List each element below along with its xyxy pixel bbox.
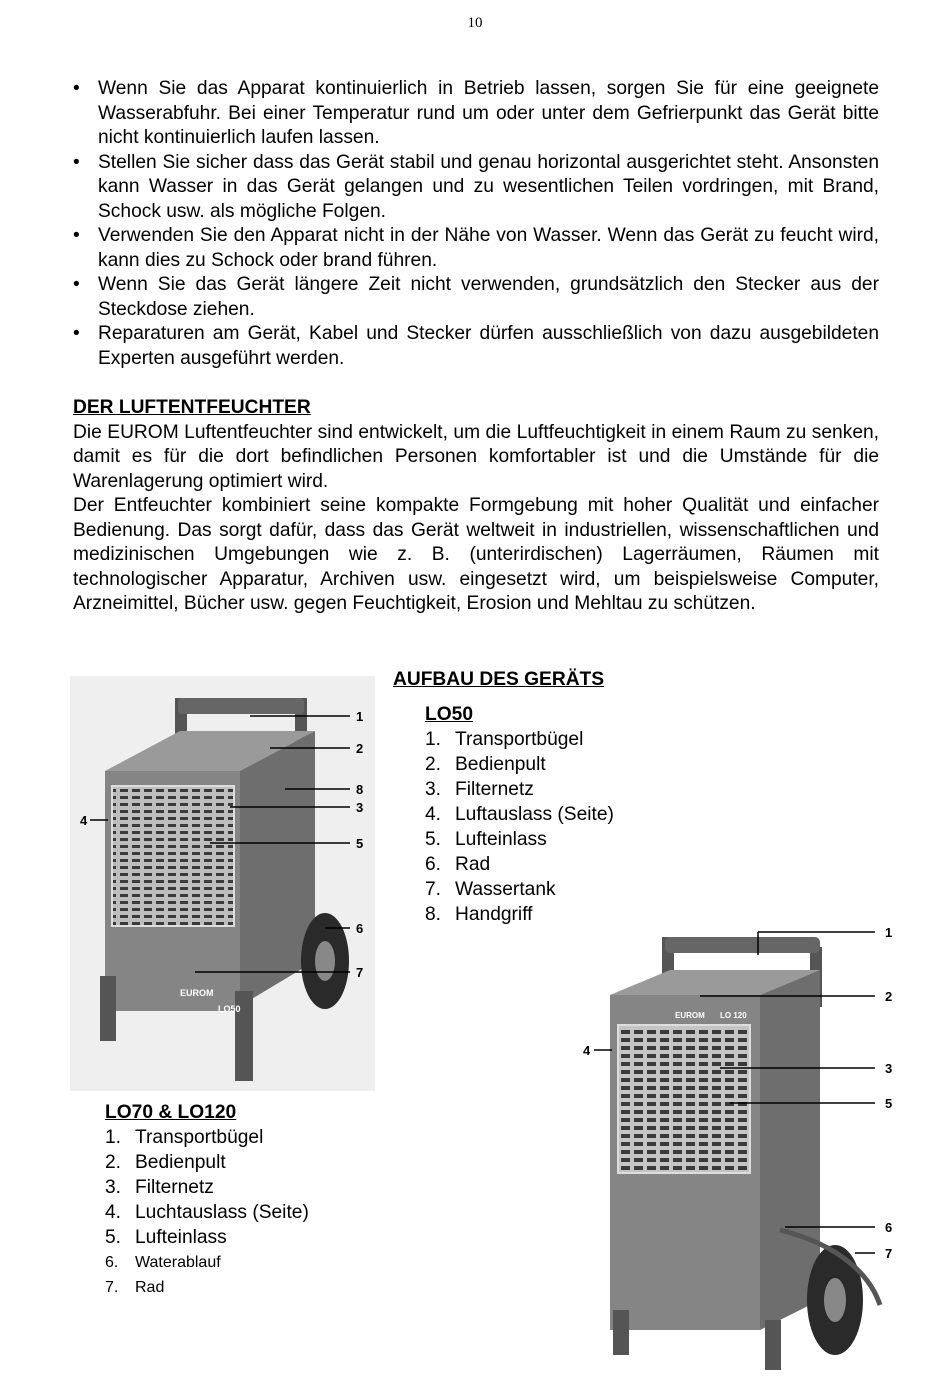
list-item: 5. Lufteinlass [425, 829, 547, 850]
callout-label: 5 [356, 836, 364, 851]
callout-label: 1 [885, 925, 893, 940]
callout-label: 7 [885, 1246, 893, 1261]
callout-label: 8 [356, 782, 364, 797]
list-item: 4. Luftauslass (Seite) [425, 804, 614, 825]
page-number: 10 [467, 15, 483, 31]
list-title: LO50 [425, 704, 473, 725]
list-item: 8. Handgriff [425, 904, 533, 925]
list-item: 2. Bedienpult [425, 754, 546, 775]
paragraph: Der Entfeuchter kombiniert seine kompakte Formgebung mit hoher Qualität und einfacher Bedienung. Das sorgt dafür, dass das Gerät weltweit in industriellen, wissenschaftlichen und medizinischen Umgebungen wie z. B. (unterirdischen) Lagerräumen, Räumen mit technologischer Apparatur, Archiven usw. eingesetzt wird, um beispielsweise Computer, Arzneimittel, Bücher usw. gegen Feuchtigkeit, Erosion und Mehltau zu schützen. [73, 495, 879, 614]
list-item: 1. Transportbügel [425, 729, 584, 750]
callout-label: 2 [356, 741, 364, 756]
bullet-item: • Stellen Sie sicher dass das Gerät stabil und genau horizontal ausgerichtet steht. Ansonsten kann Wasser in das Gerät gelangen und zu wesentlichen Teilen vordringen, mit Brand, Schock usw. als mögliche Folgen. [73, 151, 879, 225]
safety-bullet-list [73, 77, 879, 371]
list-title: LO70 & LO120 [105, 1102, 237, 1123]
callout-label: 2 [885, 989, 893, 1004]
model-label: LO50 [218, 1004, 241, 1014]
bullet-item: • Verwenden Sie den Apparat nicht in der Nähe von Wasser. Wenn das Gerät zu feucht wird, kann dies zu Schock oder brand führen. [73, 224, 879, 273]
lo50-parts-list [425, 702, 614, 927]
brand-logo: EUROM [180, 988, 214, 998]
callout-label: 4 [583, 1043, 591, 1058]
list-item: 6. Waterablauf [105, 1254, 221, 1271]
callout-label: 3 [885, 1061, 893, 1076]
list-item: 5. Lufteinlass [105, 1227, 227, 1248]
list-item: 7. Wassertank [425, 879, 556, 900]
callout-label: 7 [356, 965, 364, 980]
model-label: LO 120 [720, 1011, 747, 1020]
list-item: 2. Bedienpult [105, 1152, 226, 1173]
list-item: 4. Luchtauslass (Seite) [105, 1202, 309, 1223]
bullet-item: • Wenn Sie das Apparat kontinuierlich in Betrieb lassen, sorgen Sie für eine geeignete Wasserabfuhr. Bei einer Temperatur rund um oder unter dem Gefrierpunkt das Gerät bitte nicht kontinuierlich laufen lassen. [73, 77, 879, 151]
list-item: 1. Transportbügel [105, 1127, 264, 1148]
callout-label: 6 [885, 1220, 893, 1235]
paragraph: Die EUROM Luftentfeuchter sind entwickelt, um die Luftfeuchtigkeit in einem Raum zu senken, damit es für die dort befindlichen Personen komfortabler ist und die Umstände für die Warenlagerung optimiert wird. [73, 421, 879, 492]
luftentfeuchter-section [73, 396, 879, 617]
callout-label: 3 [356, 800, 364, 815]
bullet-item: • Wenn Sie das Gerät längere Zeit nicht verwenden, grundsätzlich den Stecker aus der Steckdose ziehen. [73, 273, 879, 322]
callout-label: 6 [356, 921, 364, 936]
list-item: 6. Rad [425, 854, 491, 875]
section-heading: DER LUFTENTFEUCHTER [73, 397, 311, 418]
lo120-device-illustration [580, 925, 900, 1385]
list-item: 3. Filternetz [105, 1177, 214, 1198]
brand-logo: EUROM [675, 1011, 705, 1020]
bullet-item: • Reparaturen am Gerät, Kabel und Stecker dürfen ausschließlich von dazu ausgebildeten Experten ausgeführt werden. [73, 322, 879, 371]
list-item: 7. Rad [105, 1279, 165, 1296]
callout-label: 5 [885, 1096, 893, 1111]
callout-label: 4 [80, 813, 88, 828]
lo50-device-illustration [70, 676, 375, 1091]
list-item: 3. Filternetz [425, 779, 534, 800]
lo70-lo120-parts-list [105, 1100, 309, 1300]
callout-label: 1 [356, 709, 364, 724]
aufbau-heading: AUFBAU DES GERÄTS [393, 669, 605, 690]
